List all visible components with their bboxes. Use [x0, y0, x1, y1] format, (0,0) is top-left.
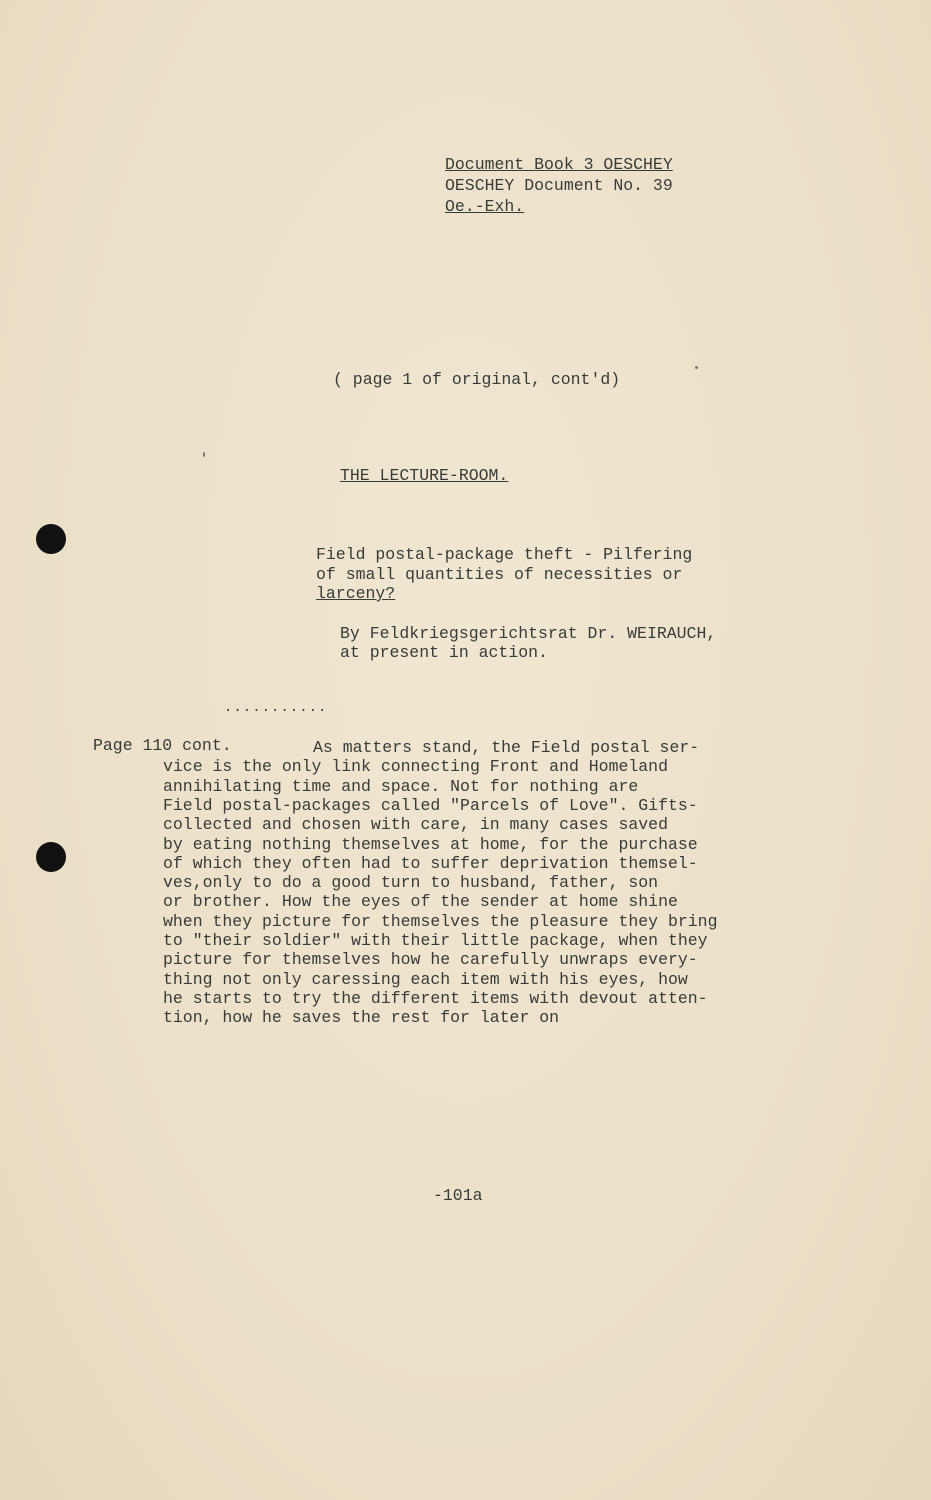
- article-title: THE LECTURE-ROOM.: [340, 466, 509, 485]
- subtitle-line-3: larceny?: [316, 584, 396, 603]
- byline-line-2: at present in action.: [340, 643, 548, 662]
- body-line: or brother. How the eyes of the sender at home shine: [163, 892, 678, 912]
- byline-line-1: By Feldkriegsgerichtsrat Dr. WEIRAUCH,: [340, 624, 717, 643]
- body-line: annihilating time and space. Not for nothing are: [163, 776, 639, 796]
- subtitle-line-1: Field postal-package theft - Pilfering: [316, 545, 693, 564]
- body-line: to "their soldier" with their little package, when they: [163, 931, 708, 950]
- separator-dots: ...........: [224, 700, 328, 716]
- body-line: of which they often had to suffer deprivation themsel-: [163, 853, 698, 873]
- body-line: vice is the only link connecting Front and Homeland: [163, 757, 668, 777]
- header-document-number: OESCHEY Document No. 39: [445, 176, 673, 195]
- punch-hole-bottom: [36, 842, 66, 872]
- body-line: ves,only to do a good turn to husband, father, son: [163, 873, 659, 893]
- body-line: thing not only caressing each item with his eyes, how: [163, 969, 688, 989]
- body-line: when they picture for themselves the pleasure they bring: [163, 911, 718, 931]
- body-line: by eating nothing themselves at home, for the purchase: [163, 834, 698, 854]
- body-line: tion, how he saves the rest for later on: [163, 1008, 560, 1028]
- body-line: picture for themselves how he carefully unwraps every-: [163, 950, 698, 970]
- subtitle-line-2: of small quantities of necessities or: [316, 565, 683, 584]
- page-note: ( page 1 of original, cont'd): [333, 370, 621, 389]
- page-number: -101a: [433, 1186, 483, 1205]
- body-line: collected and chosen with care, in many cases saved: [163, 815, 668, 835]
- header-document-book: Document Book 3 OESCHEY: [445, 155, 673, 174]
- header-exhibit: Oe.-Exh.: [445, 197, 525, 216]
- page-reference: Page 110 cont.: [93, 736, 232, 755]
- body-line: As matters stand, the Field postal ser-: [313, 738, 700, 757]
- paper-speck: [695, 366, 698, 369]
- body-line: he starts to try the different items with devout atten-: [163, 988, 708, 1008]
- punch-hole-top: [36, 524, 66, 554]
- body-line: Field postal-packages called "Parcels of Love". Gifts-: [163, 795, 698, 815]
- paper-speck: [203, 452, 205, 457]
